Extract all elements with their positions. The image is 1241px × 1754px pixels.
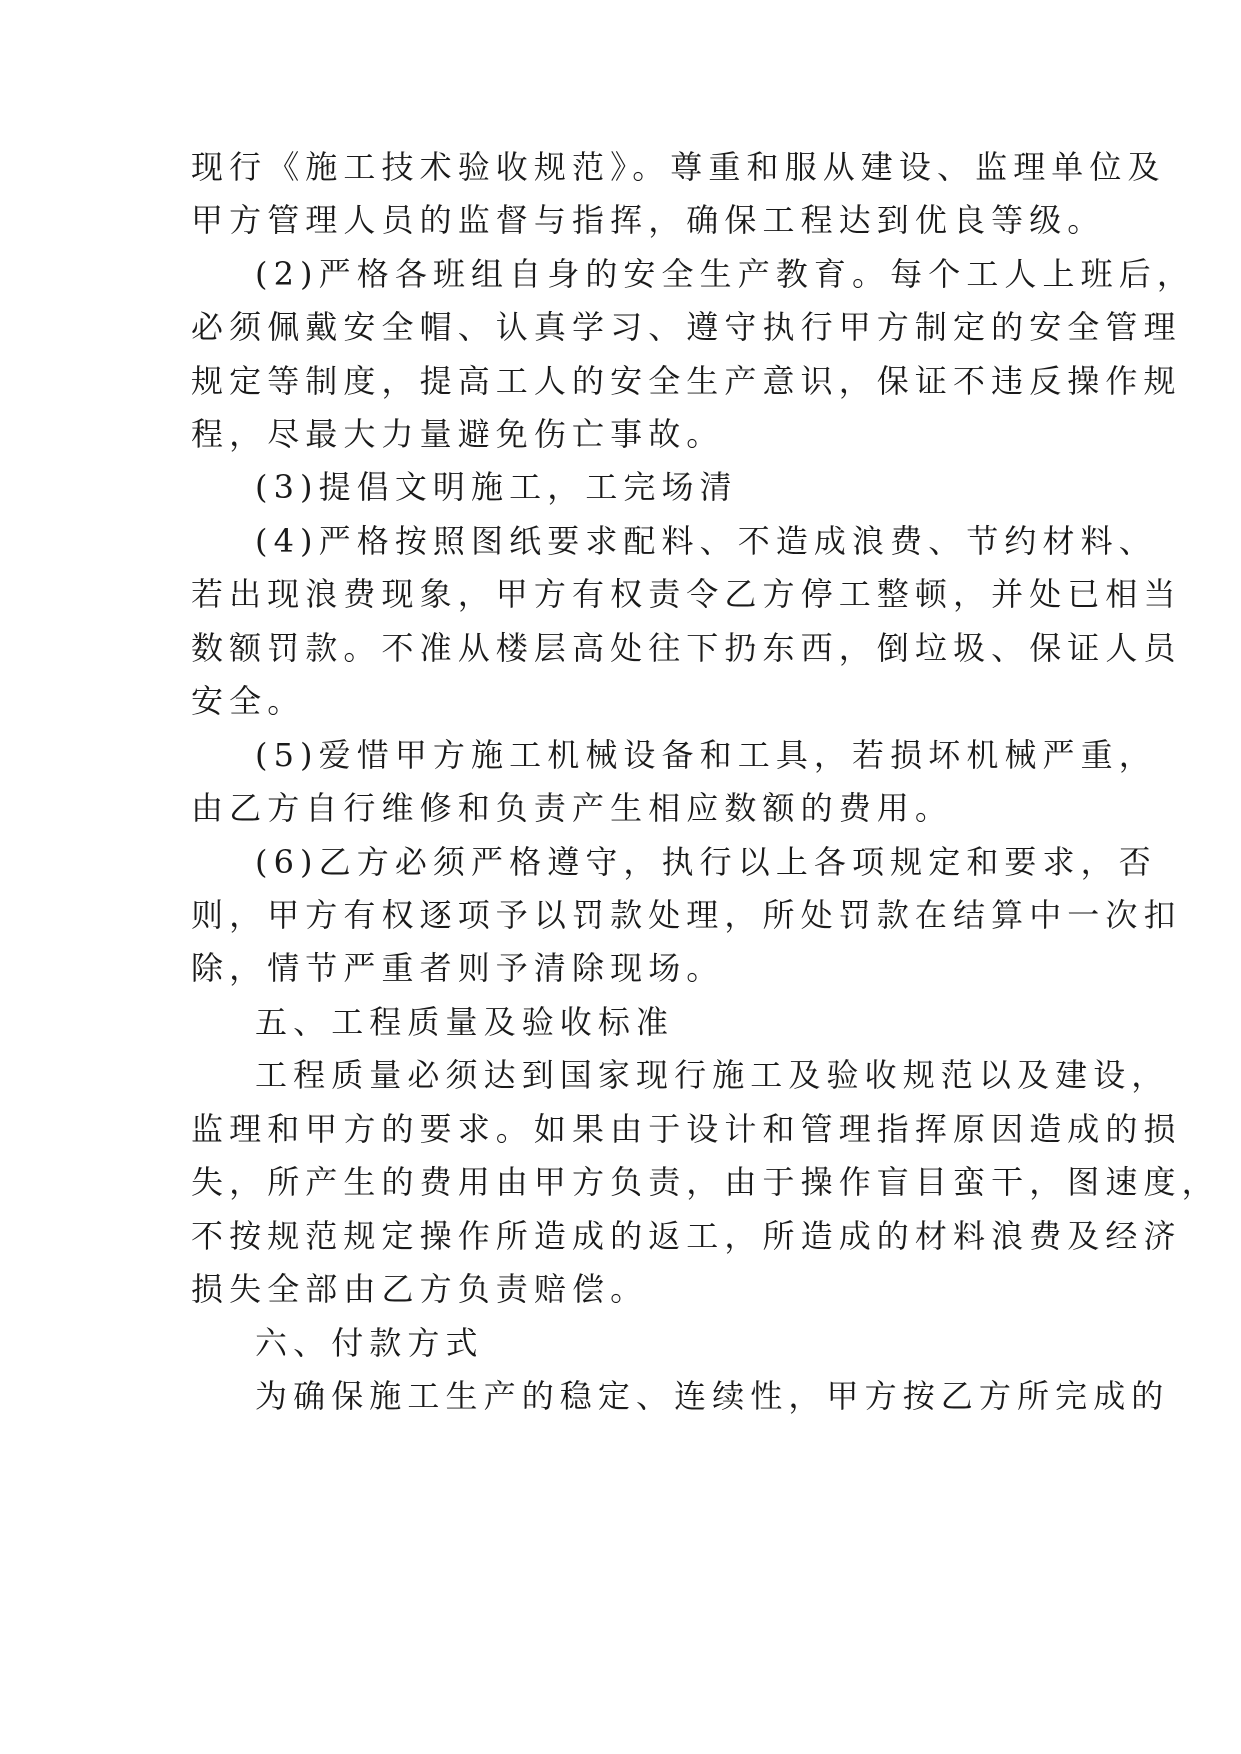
text-line: 安全。 [191, 682, 306, 720]
text-line: 除，情节严重者则予清除现场。 [191, 949, 725, 987]
text-line: 监理和甲方的要求。如果由于设计和管理指挥原因造成的损 [191, 1110, 1182, 1148]
text-line: 若出现浪费现象，甲方有权责令乙方停工整顿，并处已相当 [191, 575, 1182, 613]
text-line: 损失全部由乙方负责赔偿。 [191, 1270, 649, 1308]
text-line: (6)乙方必须严格遵守，执行以上各项规定和要求，否 [255, 843, 1157, 881]
text-line: 数额罚款。不准从楼层高处往下扔东西，倒垃圾、保证人员 [191, 629, 1182, 667]
text-line: 失，所产生的费用由甲方负责，由于操作盲目蛮干，图速度， [191, 1163, 1220, 1201]
text-line: 程，尽最大力量避免伤亡事故。 [191, 415, 725, 453]
text-line: 甲方管理人员的监督与指挥，确保工程达到优良等级。 [191, 201, 1106, 239]
text-line: 现行《施工技术验收规范》。尊重和服从建设、监理单位及 [191, 148, 1166, 186]
text-line: 由乙方自行维修和负责产生相应数额的费用。 [191, 789, 954, 827]
text-line: 必须佩戴安全帽、认真学习、遵守执行甲方制定的安全管理 [191, 308, 1182, 346]
text-line: 工程质量必须达到国家现行施工及验收规范以及建设， [255, 1056, 1170, 1094]
text-line: (5)爱惜甲方施工机械设备和工具，若损坏机械严重， [255, 736, 1157, 774]
text-line: (2)严格各班组自身的安全生产教育。每个工人上班后， [255, 255, 1195, 293]
text-line: 不按规范规定操作所造成的返工，所造成的材料浪费及经济 [191, 1217, 1182, 1255]
text-line: 为确保施工生产的稳定、连续性，甲方按乙方所完成的 [255, 1377, 1170, 1415]
text-line: (3)提倡文明施工，工完场清 [255, 468, 738, 506]
section-heading: 六、付款方式 [255, 1324, 484, 1362]
section-heading: 五、工程质量及验收标准 [255, 1003, 675, 1041]
text-line: 规定等制度，提高工人的安全生产意识，保证不违反操作规 [191, 362, 1182, 400]
text-line: 则，甲方有权逐项予以罚款处理，所处罚款在结算中一次扣 [191, 896, 1182, 934]
text-line: (4)严格按照图纸要求配料、不造成浪费、节约材料、 [255, 522, 1157, 560]
